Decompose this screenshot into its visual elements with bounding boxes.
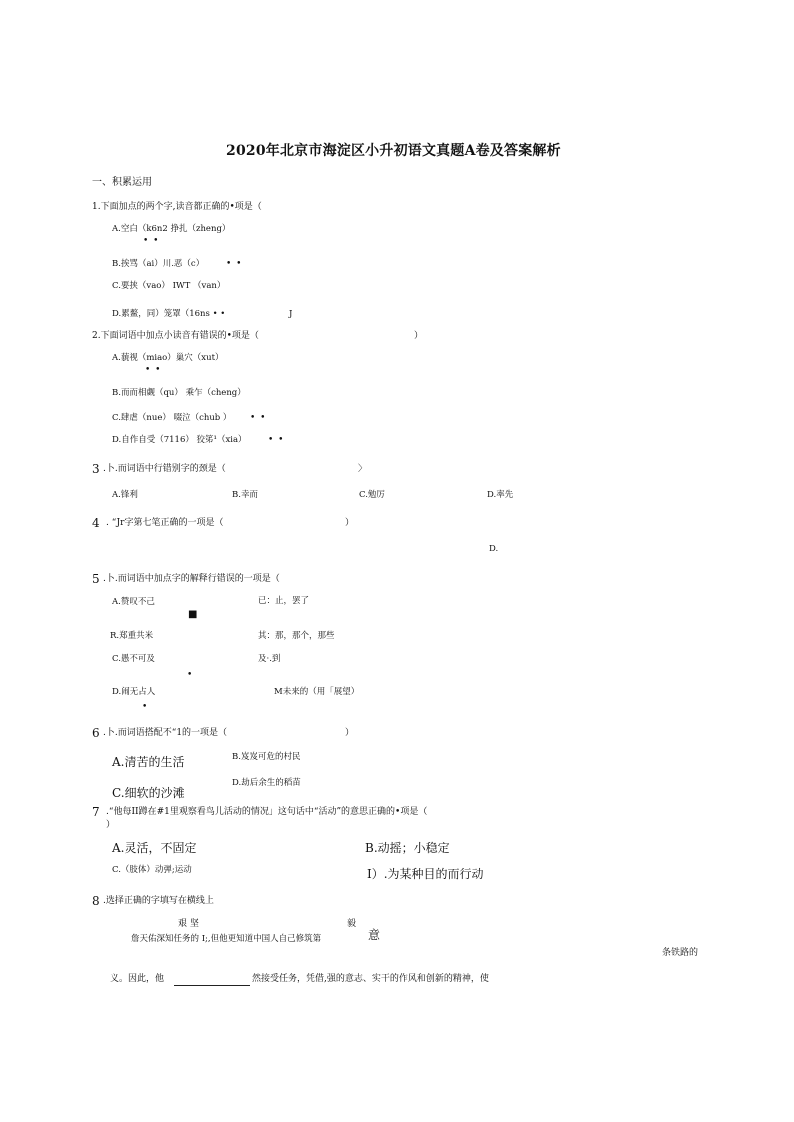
option-d: D.闹无占人	[112, 687, 156, 697]
emphasis-dots: • •	[226, 259, 243, 269]
option-c: C.细软的沙滩	[112, 786, 185, 800]
option-b: B.幸而	[232, 490, 258, 500]
passage-line-end: 条铁路的	[662, 948, 699, 958]
definition: 及·.到	[258, 654, 281, 664]
question-stem: .卜.而词语搭配不“1的一项是（	[103, 728, 228, 738]
option-a: A.空白（k6n2 挣扎（zheng）	[112, 224, 231, 234]
word-choice: 意	[368, 928, 381, 942]
passage-line: 义。因此，他	[110, 974, 165, 984]
option-d: D.自作自受（7116） 狡笫¹（xia）	[112, 435, 247, 445]
option-b: B.动摇；小稳定	[365, 841, 450, 855]
option-d: D.累鳌，同）笼罩（16ns • •	[112, 309, 226, 319]
question-stem: . “Jr字第七笔正确的一项是（	[106, 518, 224, 528]
answer-blank[interactable]	[174, 985, 250, 986]
question-stem: 1.下面加点的两个字,读音都正确的•项是（	[92, 202, 262, 212]
stem-end: 〉	[358, 464, 368, 474]
option-c: C.要挟（vao） IWT （van）	[112, 281, 226, 291]
question-number: 7	[92, 805, 100, 819]
emphasis-dots: • •	[268, 435, 285, 445]
question-number: 5	[92, 572, 100, 586]
mark: J	[289, 309, 293, 319]
stem-end: ）	[345, 518, 355, 528]
option-c: C.勉厉	[359, 490, 385, 500]
option-d: D.	[489, 544, 499, 554]
option-b: B.而而相觑（qu） 乘乍（cheng）	[112, 388, 246, 398]
question-number: 6	[92, 726, 100, 740]
definition: 已：止，罢了	[258, 596, 310, 606]
emphasis-dots: • •	[145, 365, 162, 375]
word-choice: 艰 坚	[178, 919, 199, 929]
question-stem: .卜.而词语中行错别字的颈是（	[103, 464, 226, 474]
definition: M未来的（用「展望）	[274, 687, 360, 697]
square-mark: ■	[188, 609, 198, 620]
question-stem: .选择正确的字填写在横线上	[103, 896, 214, 906]
stem-continuation: ）	[106, 820, 116, 830]
page-title: 2020年北京市海淀区小升初语文真题A卷及答案解析	[226, 143, 561, 159]
stem-end: ）	[414, 331, 424, 341]
emphasis-dot: •	[187, 670, 194, 680]
option-b: R.郑重共米	[110, 631, 154, 641]
option-c: C.愚不可及	[112, 654, 155, 664]
option-a: A.锋利	[112, 490, 138, 500]
option-a: A.灵活，不固定	[112, 841, 197, 855]
option-b: B.岌岌可危的村民	[232, 752, 301, 762]
word-choice: 毅	[347, 919, 357, 929]
passage-line: 然接受任务，凭借,强的意志、实干的作风和创新的精神，使	[252, 974, 489, 984]
emphasis-dot: •	[142, 702, 149, 712]
definition: 其：那，那个，那些	[258, 631, 335, 641]
option-a: A.藐视（miao）巢穴（xut）	[112, 353, 224, 363]
option-c: C.肆虐（nue） 啜泣（chub ）	[112, 413, 232, 423]
option-d: D.劫后余生的稻苗	[232, 778, 301, 788]
option-d: D.率先	[487, 490, 514, 500]
question-stem: .卜.而词语中加点字的解释行错误的一项是（	[103, 574, 280, 584]
stem-end: ）	[345, 728, 355, 738]
question-stem: 2.下面词语中加点小读音有错误的•项是（	[92, 331, 259, 341]
option-d: I）.为某种目的而行动	[367, 867, 484, 881]
passage-line: 詹天佑深知任务的 I;,但他更知道中国人自己修筑第	[131, 934, 322, 944]
question-number: 3	[92, 462, 100, 476]
option-a: A.清苦的生活	[112, 755, 185, 769]
option-c: C.（肢体）动弹;运动	[112, 865, 192, 875]
question-number: 4	[92, 516, 100, 530]
emphasis-dots: • •	[250, 413, 267, 423]
option-a: A.赞叹不己	[112, 597, 155, 607]
question-stem: .“他每II蹲在#1里观察看鸟儿活动的情况」这句话中“活动”的意思正确的•项是（	[106, 807, 428, 817]
section-heading: 一、积累运用	[92, 177, 152, 188]
emphasis-dots: • •	[143, 236, 160, 246]
option-b: B.挨骂（ai）川.恶（c）	[112, 259, 205, 269]
question-number: 8	[92, 894, 100, 908]
